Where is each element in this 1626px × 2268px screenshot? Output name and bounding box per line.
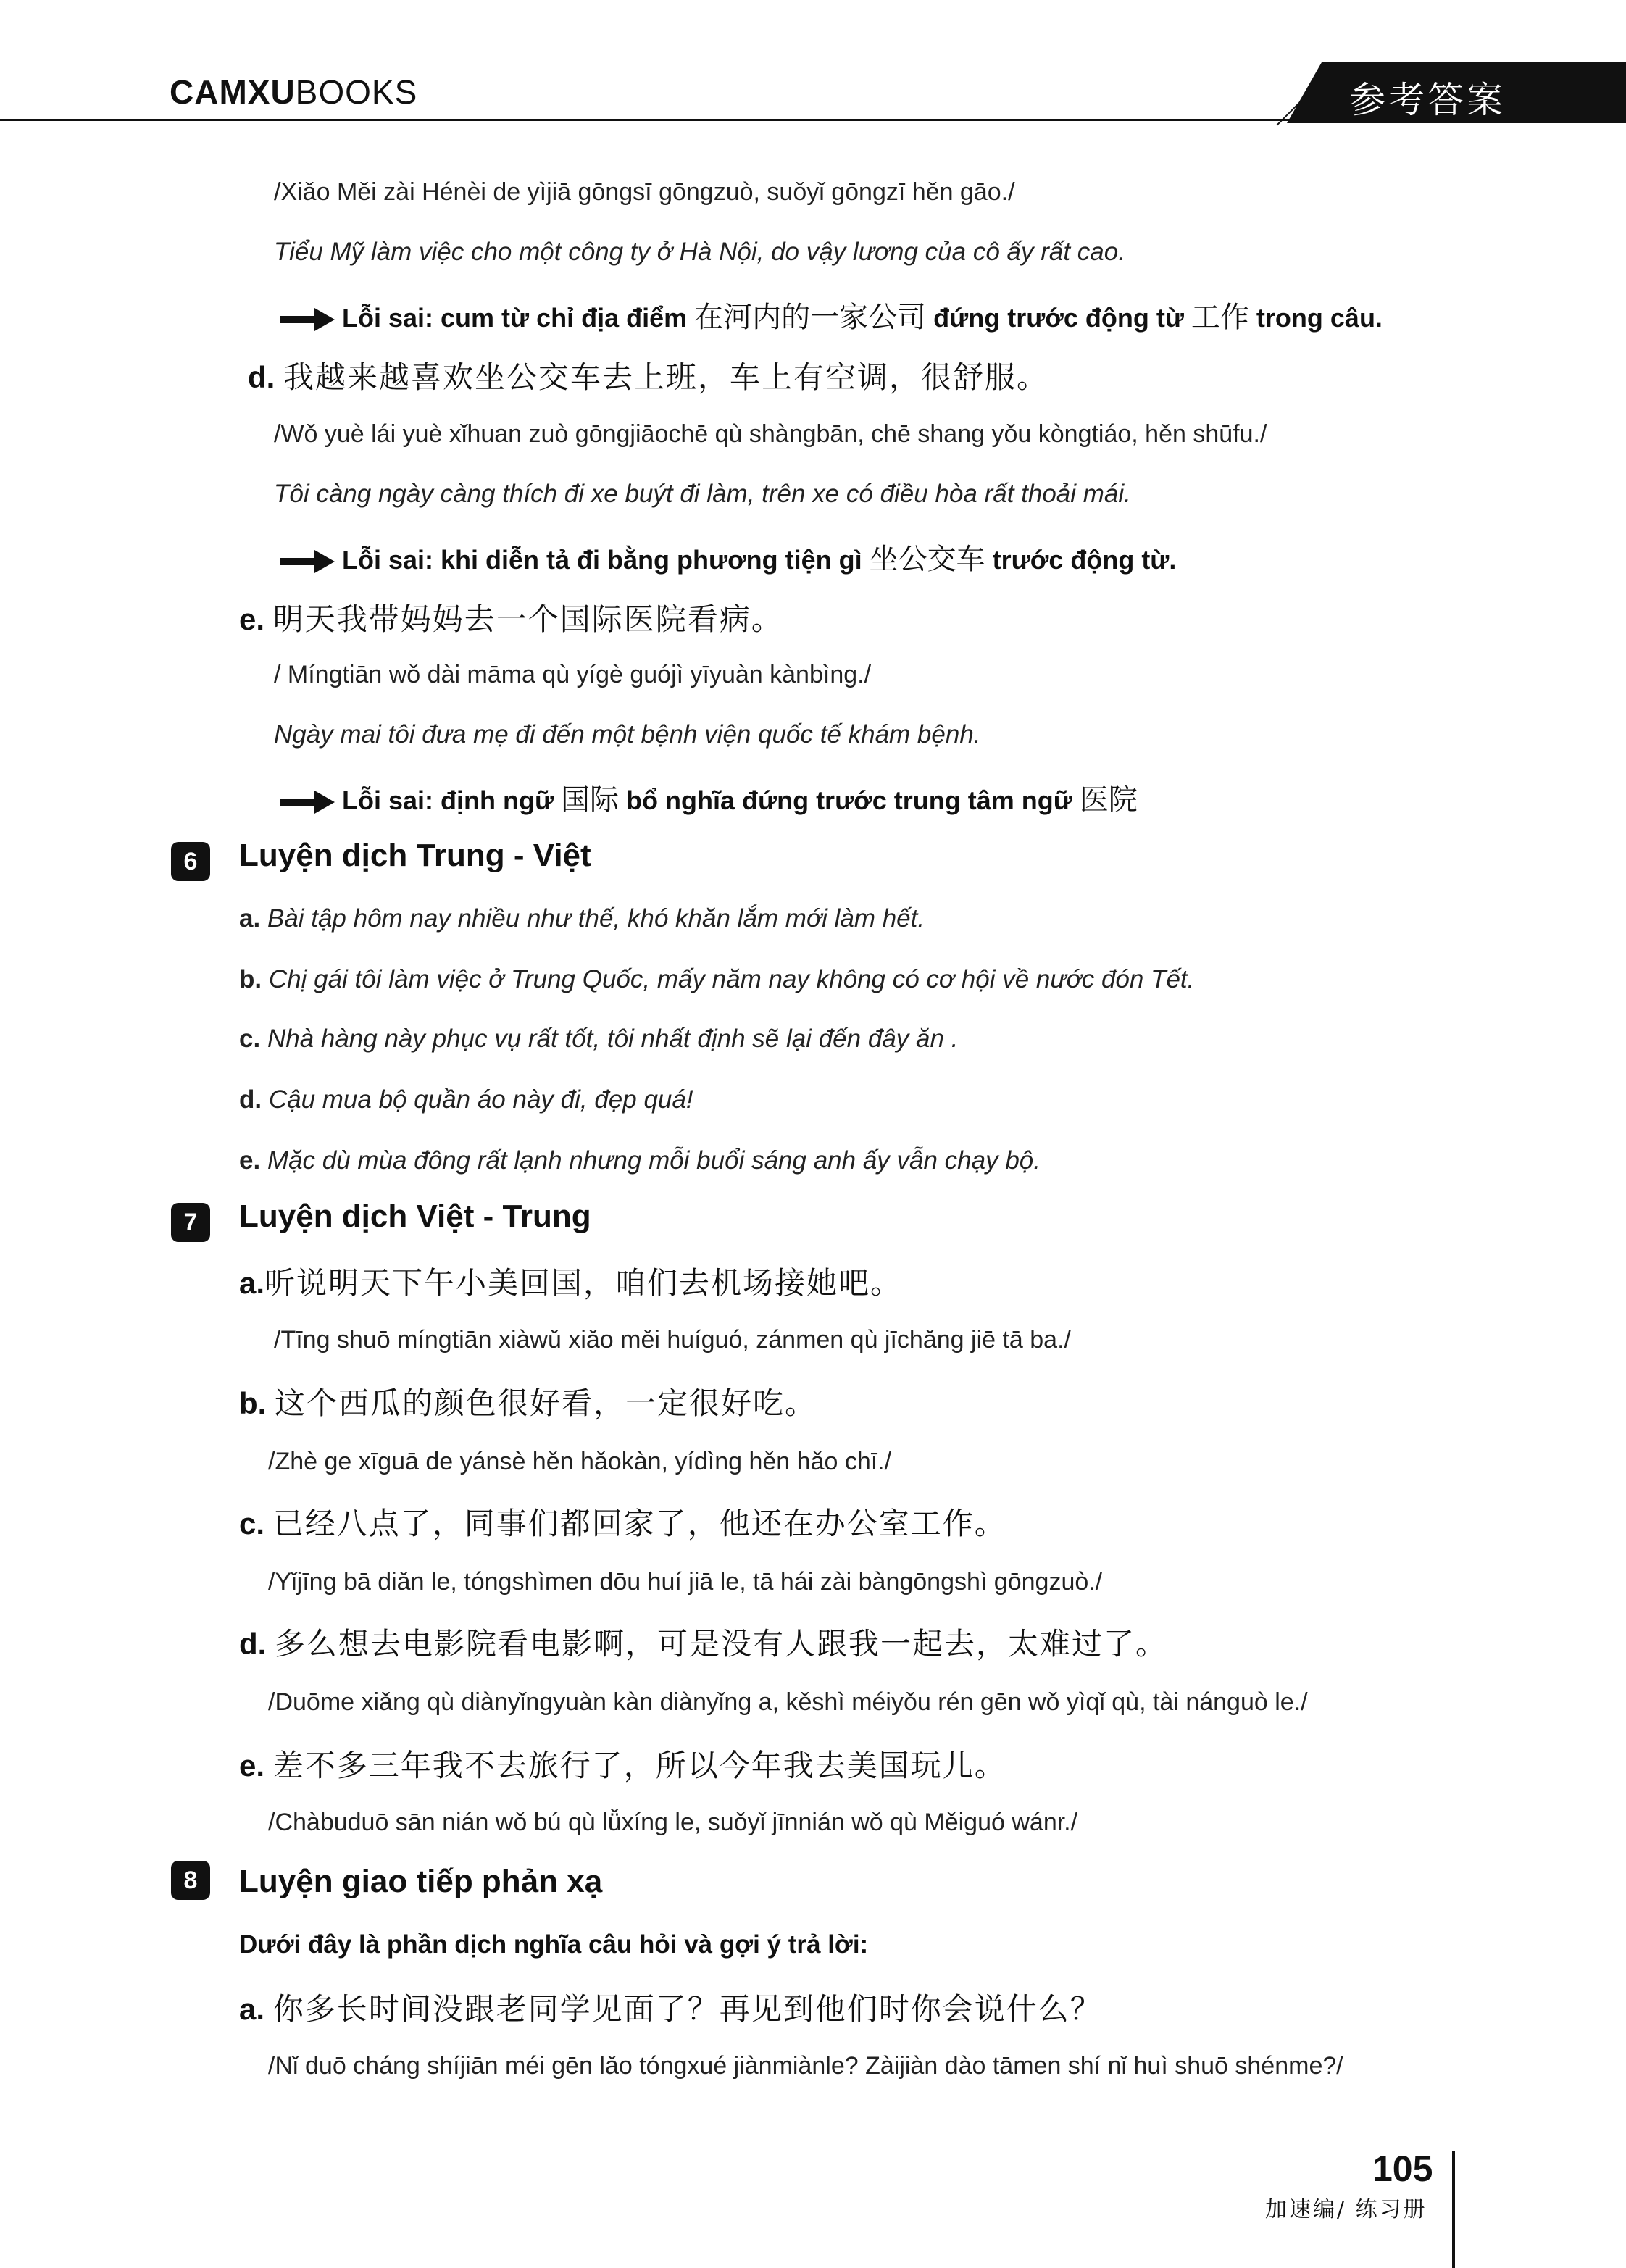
list-item: a. Bài tập hôm nay nhiều như thế, khó khăn lắm mới làm hết. <box>239 904 925 933</box>
pinyin-line: /Duōme xiǎng qù diànyǐngyuàn kàn diànyǐng a, kěshì méiyǒu rén gēn wǒ yìqǐ qù, tài nánguò le./ <box>268 1688 1308 1716</box>
pinyin-line: /Yǐjīng bā diǎn le, tóngshìmen dōu huí jiā le, tā hái zài bàngōngshì gōngzuò./ <box>268 1568 1103 1596</box>
translation-line: Tiểu Mỹ làm việc cho một công ty ở Hà Nội, do vậy lương của cô ấy rất cao. <box>274 238 1125 266</box>
translation-line: Tôi càng ngày càng thích đi xe buýt đi làm, trên xe có điều hòa rất thoải mái. <box>274 480 1131 508</box>
question-e: e. 明天我带妈妈去一个国际医院看病。 <box>239 601 783 637</box>
pinyin-line: /Zhè ge xīguā de yánsè hěn hǎokàn, yídìng hěn hǎo chī./ <box>268 1448 892 1475</box>
section-tab-label: 参考答案 <box>1349 79 1506 121</box>
question-e: e. 差不多三年我不去旅行了，所以今年我去美国玩儿。 <box>239 1748 1006 1783</box>
footer-divider <box>1452 2151 1455 2268</box>
arrow-right-icon <box>280 549 335 575</box>
pinyin-line: /Tīng shuō míngtiān xiàwǔ xiǎo měi huíguó, zánmen qù jīchǎng jiē tā ba./ <box>274 1326 1071 1354</box>
error-note: Lỗi sai: định ngữ 国际 bổ nghĩa đứng trước trung tâm ngữ 医院 <box>280 777 1138 818</box>
translation-line: Ngày mai tôi đưa mẹ đi đến một bệnh viện quốc tế khám bệnh. <box>274 720 981 749</box>
section-number-badge: 8 <box>171 1861 210 1900</box>
list-item: d. Cậu mua bộ quần áo này đi, đẹp quá! <box>239 1085 693 1114</box>
error-note: Lỗi sai: cum từ chỉ địa điểm 在河内的一家公司 đứng trước động từ 工作 trong câu. <box>280 294 1383 335</box>
question-c: c. 已经八点了，同事们都回家了，他还在办公室工作。 <box>239 1506 1006 1541</box>
pinyin-line: /Wǒ yuè lái yuè xǐhuan zuò gōngjiāochē qù shàngbān, chē shang yǒu kòngtiáo, hěn shūfu./ <box>274 420 1267 448</box>
pinyin-line: /Nǐ duō cháng shíjiān méi gēn lǎo tóngxué jiànmiànle? Zàijiàn dào tāmen shí nǐ huì shuō shénme?/ <box>268 2052 1343 2080</box>
section-title: Luyện dịch Trung - Việt <box>239 838 591 873</box>
question-a: a. 你多长时间没跟老同学见面了？再见到他们时你会说什么？ <box>239 1991 1102 2027</box>
book-label: 加速编/ 练习册 <box>1265 2197 1427 2222</box>
error-note: Lỗi sai: khi diễn tả đi bằng phương tiện gì 坐公交车 trước động từ. <box>280 536 1176 578</box>
section-intro: Dưới đây là phần dịch nghĩa câu hỏi và gợi ý trả lời: <box>239 1930 869 1959</box>
section-title: Luyện dịch Việt - Trung <box>239 1198 591 1234</box>
list-item: e. Mặc dù mùa đông rất lạnh nhưng mỗi buổi sáng anh ấy vẫn chạy bộ. <box>239 1146 1041 1175</box>
question-a: a.听说明天下午小美回国，咱们去机场接她吧。 <box>239 1265 903 1301</box>
pinyin-line: / Míngtiān wǒ dài māma qù yígè guójì yīyuàn kànbìng./ <box>274 661 872 688</box>
question-d: d. 我越来越喜欢坐公交车去上班，车上有空调，很舒服。 <box>248 359 1049 395</box>
question-b: b. 这个西瓜的颜色很好看，一定很好吃。 <box>239 1385 817 1421</box>
brand-logo: CAMXUBOOKS <box>170 73 418 111</box>
arrow-right-icon <box>280 789 335 815</box>
arrow-right-icon <box>280 307 335 333</box>
list-item: b. Chị gái tôi làm việc ở Trung Quốc, mấy năm nay không có cơ hội về nước đón Tết. <box>239 965 1195 993</box>
pinyin-line: /Chàbuduō sān nián wǒ bú qù lǚxíng le, suǒyǐ jīnnián wǒ qù Měiguó wánr./ <box>268 1809 1078 1836</box>
section-title: Luyện giao tiếp phản xạ <box>239 1864 603 1899</box>
page-number: 105 <box>1372 2148 1433 2189</box>
list-item: c. Nhà hàng này phục vụ rất tốt, tôi nhất định sẽ lại đến đây ăn . <box>239 1025 959 1053</box>
pinyin-line: /Xiǎo Měi zài Hénèi de yìjiā gōngsī gōngzuò, suǒyǐ gōngzī hěn gāo./ <box>274 178 1015 206</box>
section-number-badge: 7 <box>171 1203 210 1242</box>
question-d: d. 多么想去电影院看电影啊，可是没有人跟我一起去，太难过了。 <box>239 1626 1168 1662</box>
section-number-badge: 6 <box>171 842 210 881</box>
header-rule <box>0 119 1290 121</box>
